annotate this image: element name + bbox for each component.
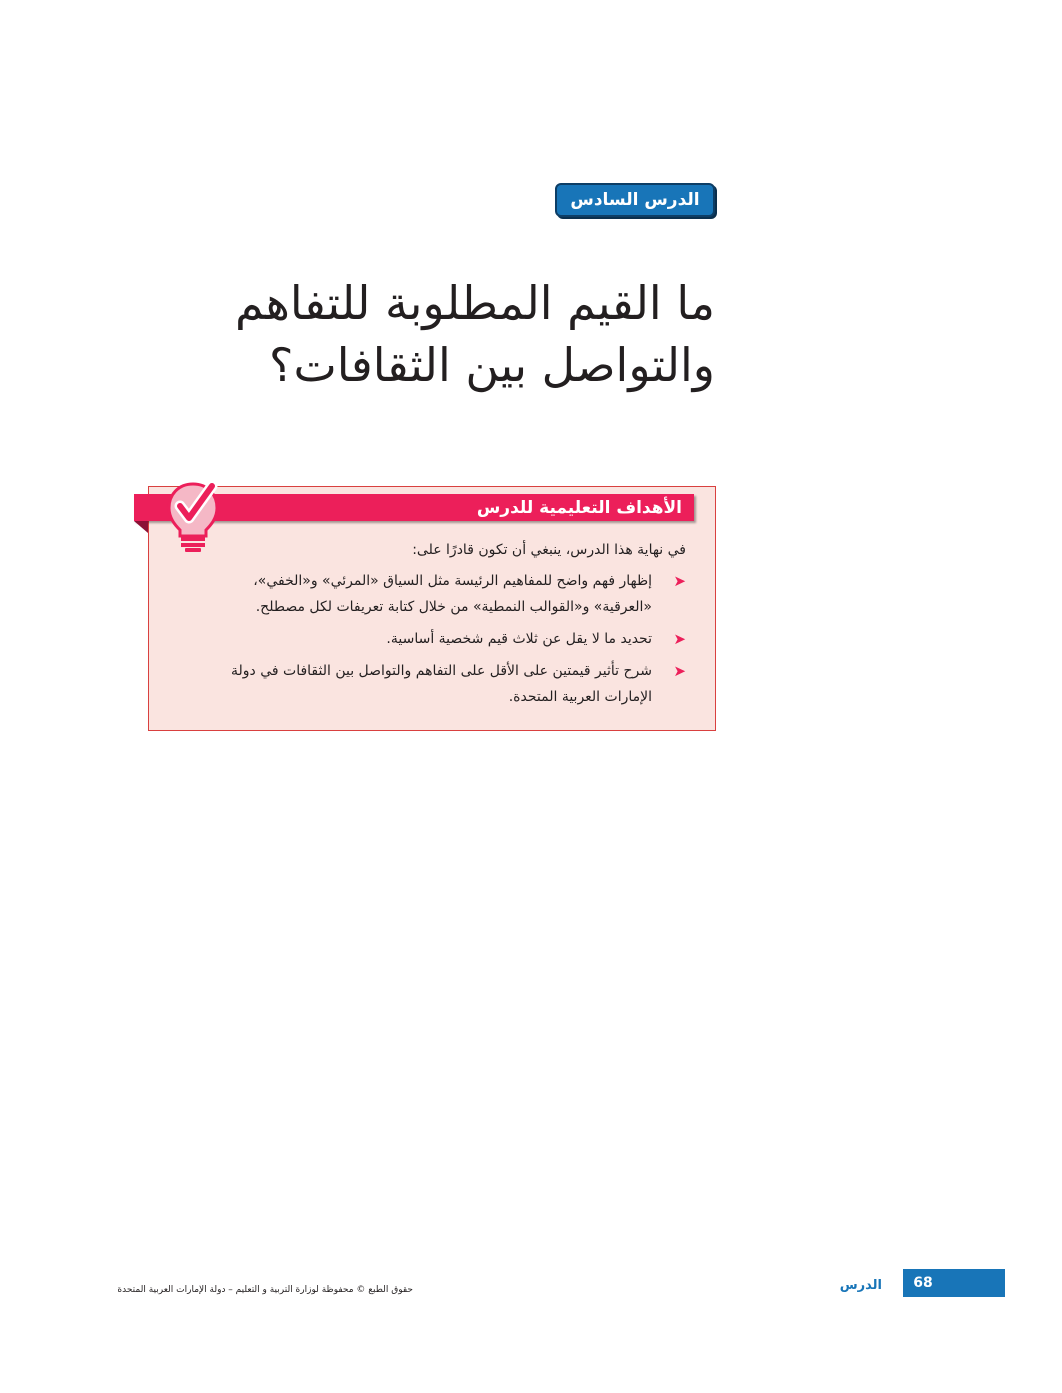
title-line-2: والتواصل بين الثقافات؟ [269, 338, 715, 392]
lesson-badge: الدرس السادس [555, 183, 715, 217]
page-title [155, 272, 715, 396]
footer-section-label: الدرس [839, 1278, 882, 1293]
title-line-1: ما القيم المطلوبة للتفاهم [235, 276, 715, 330]
objectives-body [206, 536, 686, 716]
objective-line: «العرقية» و«القوالب النمطية» من خلال كتابة تعريفات لكل مصطلح. [255, 599, 652, 615]
objective-text [206, 658, 652, 710]
banner-fold [134, 521, 148, 533]
objective-line: إظهار فهم واضح للمفاهيم الرئيسة مثل السياق «المرئي» و«الخفي»، [253, 573, 652, 589]
arrow-left-icon: ➤ [673, 630, 686, 648]
objective-item [206, 658, 686, 710]
objectives-heading: الأهداف التعليمية للدرس [476, 498, 682, 518]
copyright-notice: حقوق الطبع © محفوظة لوزارة التربية و التعليم – دولة الإمارات العربية المتحدة [117, 1285, 413, 1295]
objective-line: تحديد ما لا يقل عن ثلاث قيم شخصية أساسية. [386, 631, 652, 647]
arrow-left-icon: ➤ [673, 572, 686, 590]
objective-item [206, 626, 686, 652]
objectives-intro: في نهاية هذا الدرس، ينبغي أن تكون قادرًا على: [412, 542, 686, 558]
objective-item [206, 568, 686, 620]
objectives-list [206, 568, 686, 710]
page-number: 68 [913, 1275, 933, 1291]
objective-text [206, 568, 652, 620]
objective-line: شرح تأثير قيمتين على الأقل على التفاهم والتواصل بين الثقافات في دولة [230, 663, 652, 679]
arrow-left-icon: ➤ [673, 662, 686, 680]
objective-line: الإمارات العربية المتحدة. [508, 689, 652, 705]
objective-text [206, 626, 652, 652]
